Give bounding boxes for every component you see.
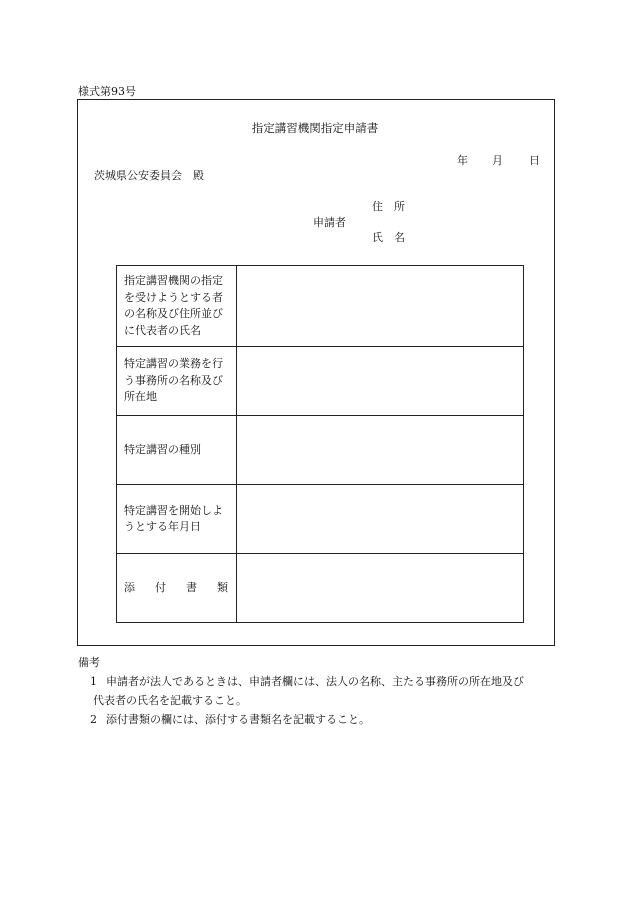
row-value-applicant[interactable] xyxy=(237,266,524,347)
year-label: 年 xyxy=(457,154,468,167)
applicant-label: 申請者 xyxy=(313,216,346,229)
note-number: 1 xyxy=(90,675,97,688)
table-row xyxy=(117,554,524,623)
row-label-applicant: 指定講習機関の指定 を受けようとする者 の名称及び住所並び に代表者の氏名 xyxy=(117,266,237,347)
form-number: 様式第93号 xyxy=(78,85,136,98)
table-row xyxy=(117,416,524,485)
table-row xyxy=(117,485,524,554)
row-label-course-type: 特定講習の種別 xyxy=(117,416,237,485)
note-item xyxy=(90,714,370,725)
application-table xyxy=(116,265,524,623)
table-row xyxy=(117,266,524,347)
row-value-start-date[interactable] xyxy=(237,485,524,554)
note-item xyxy=(90,676,524,687)
row-label-start-date: 特定講習を開始しよ うとする年月日 xyxy=(117,485,237,554)
row-value-office[interactable] xyxy=(237,347,524,416)
note-text: 申請者が法人であるときは、申請者欄には、法人の名称、主たる事務所の所在地及び xyxy=(106,675,524,688)
date-line xyxy=(457,155,540,166)
addressee: 茨城県公安委員会 殿 xyxy=(94,169,204,182)
attachments-char: 付 xyxy=(155,580,166,594)
attachments-char: 類 xyxy=(217,580,228,594)
name-label: 氏 名 xyxy=(372,231,405,244)
note-number: 2 xyxy=(90,713,97,726)
month-label: 月 xyxy=(492,154,503,167)
row-label-office: 特定講習の業務を行 う事務所の名称及び 所在地 xyxy=(117,347,237,416)
note-item-continued: 代表者の氏名を記載すること。 xyxy=(93,694,247,707)
row-value-attachments[interactable] xyxy=(237,554,524,623)
document-title: 指定講習機関指定申請書 xyxy=(251,121,379,135)
attachments-char: 添 xyxy=(124,580,135,594)
row-label-attachments xyxy=(117,554,237,623)
note-text: 添付書類の欄には、添付する書類名を記載すること。 xyxy=(106,713,370,726)
attachments-char: 書 xyxy=(186,580,197,594)
notes-heading: 備考 xyxy=(78,656,100,669)
table-row xyxy=(117,347,524,416)
day-label: 日 xyxy=(529,154,540,167)
address-label: 住 所 xyxy=(372,200,405,213)
row-value-course-type[interactable] xyxy=(237,416,524,485)
